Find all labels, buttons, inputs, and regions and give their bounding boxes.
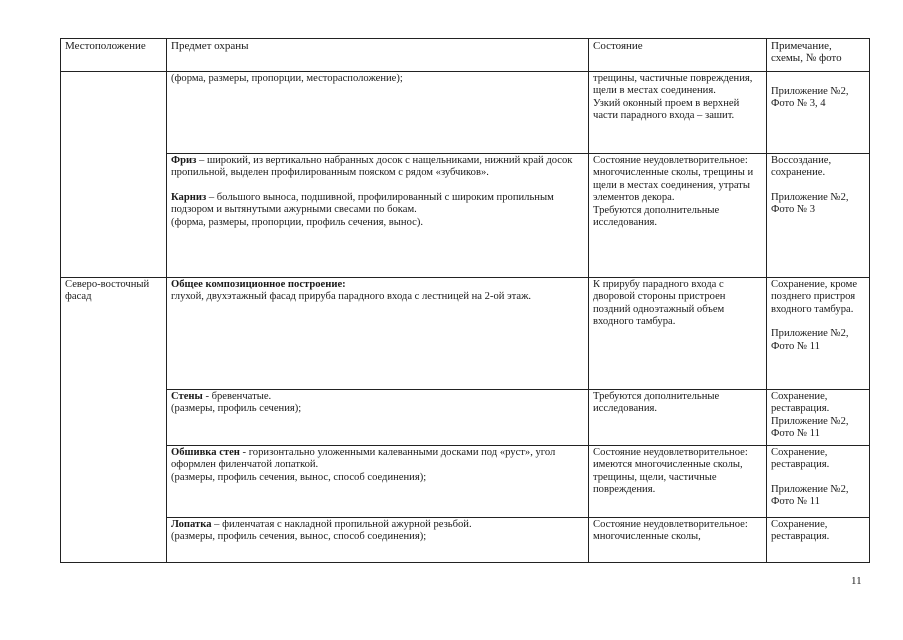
pilaster-term: Лопатка <box>171 519 212 530</box>
friz-paragraph <box>171 155 584 180</box>
friz-term: Фриз <box>171 155 197 166</box>
cladding-text: - горизонтально уложенными калеванными досками под «руст», угол оформлен филенчатой лопаткой. <box>171 447 556 471</box>
header-state: Состояние <box>589 39 767 72</box>
karniz-note: (форма, размеры, пропорции, профиль сечения, вынос). <box>171 216 424 228</box>
note-text: Приложение №2, Фото № 11 <box>771 483 849 508</box>
pilaster-sub: (размеры, профиль сечения, вынос, способ соединения); <box>171 531 427 543</box>
note-cell <box>767 518 870 563</box>
note-cell <box>767 154 870 278</box>
note-cell <box>767 390 870 446</box>
table-row <box>61 390 870 446</box>
subject-cell <box>167 278 589 390</box>
location-label: Северо-восточный фасад <box>61 278 167 563</box>
location-cell <box>61 72 167 278</box>
state-cell <box>589 278 767 390</box>
subject-cell <box>167 154 589 278</box>
note-text: Сохранение, реставрация. <box>771 447 830 471</box>
walls-paragraph <box>171 391 584 403</box>
state-text: трещины, частичные повреждения, щели в местах соединения. <box>593 73 753 97</box>
page-number: 11 <box>851 575 862 587</box>
table-row <box>61 446 870 518</box>
state-text: Состояние неудовлетворительное: многочисленные сколы, трещины и щели в местах соединения, утраты элементов декора. <box>593 155 754 204</box>
header-subject: Предмет охраны <box>167 39 589 72</box>
subject-cell <box>167 390 589 446</box>
pilaster-paragraph <box>171 519 584 531</box>
subject-text: глухой, двухэтажный фасад прируба парадного входа с лестницей на 2-ой этаж. <box>171 291 532 303</box>
subject-cell <box>167 72 589 154</box>
note-text: Приложение №2, Фото № 11 <box>771 328 849 352</box>
state-cell <box>589 72 767 154</box>
note-cell <box>767 72 870 154</box>
friz-text: – широкий, из вертикально набранных досок с нащельниками, нижний край досок пропильной, выделен профилированным пояском с рядом «зубчиков». <box>171 155 573 179</box>
subject-text: (форма, размеры, пропорции, месторасположение); <box>171 73 403 84</box>
state-text: Требуются дополнительные исследования. <box>593 391 720 415</box>
note-text: Сохранение, реставрация. <box>771 519 830 543</box>
walls-text: - бревенчатые. <box>202 391 272 402</box>
state-cell <box>589 390 767 446</box>
pilaster-text: – филенчатая с накладной пропильной ажурной резьбой. <box>211 519 472 530</box>
table-row <box>61 154 870 278</box>
header-location: Местоположение <box>61 39 167 72</box>
table-header-row <box>61 39 870 72</box>
karniz-term: Карниз <box>171 191 207 203</box>
state-text: Требуются дополнительные исследования. <box>593 204 720 229</box>
state-text: Узкий оконный проем в верхней части парадного входа – зашит. <box>593 97 740 122</box>
state-cell <box>589 446 767 518</box>
header-note: Примечание, схемы, № фото <box>767 39 870 72</box>
table-row <box>61 518 870 563</box>
heritage-table <box>60 38 870 563</box>
table-row <box>61 72 870 154</box>
state-cell <box>589 518 767 563</box>
walls-sub: (размеры, профиль сечения); <box>171 403 302 415</box>
table-row <box>61 278 870 390</box>
note-text: Приложение №2, Фото № 11 <box>771 415 849 440</box>
subject-title: Общее композиционное построение: <box>171 279 346 290</box>
walls-term: Стены <box>171 391 203 402</box>
note-text: Приложение №2, Фото № 3, 4 <box>771 86 849 110</box>
note-text: Приложение №2, Фото № 3 <box>771 191 849 216</box>
karniz-text: – большого выноса, подшивной, профилированный с широким пропильным подзором и вытянутыми ажурными свесами по бокам. <box>171 191 554 216</box>
karniz-paragraph <box>171 192 584 217</box>
note-text: Сохранение, реставрация. <box>771 391 830 415</box>
state-text: Состояние неудовлетворительное: многочисленные сколы, <box>593 519 748 543</box>
cladding-sub: (размеры, профиль сечения, вынос, способ соединения); <box>171 471 427 483</box>
note-text: Воссоздание, сохранение. <box>771 155 832 179</box>
cladding-paragraph <box>171 447 584 472</box>
cladding-term: Обшивка стен <box>171 447 240 458</box>
state-text: К прирубу парадного входа с дворовой стороны пристроен поздний одноэтажный объем входного тамбура. <box>593 279 726 328</box>
state-text: Состояние неудовлетворительное: имеются многочисленные сколы, трещины, щели, частичные повреждения. <box>593 447 748 496</box>
subject-cell <box>167 446 589 518</box>
subject-cell <box>167 518 589 563</box>
note-cell <box>767 446 870 518</box>
state-cell <box>589 154 767 278</box>
note-cell <box>767 278 870 390</box>
note-text: Сохранение, кроме позднего пристроя входного тамбура. <box>771 279 858 315</box>
